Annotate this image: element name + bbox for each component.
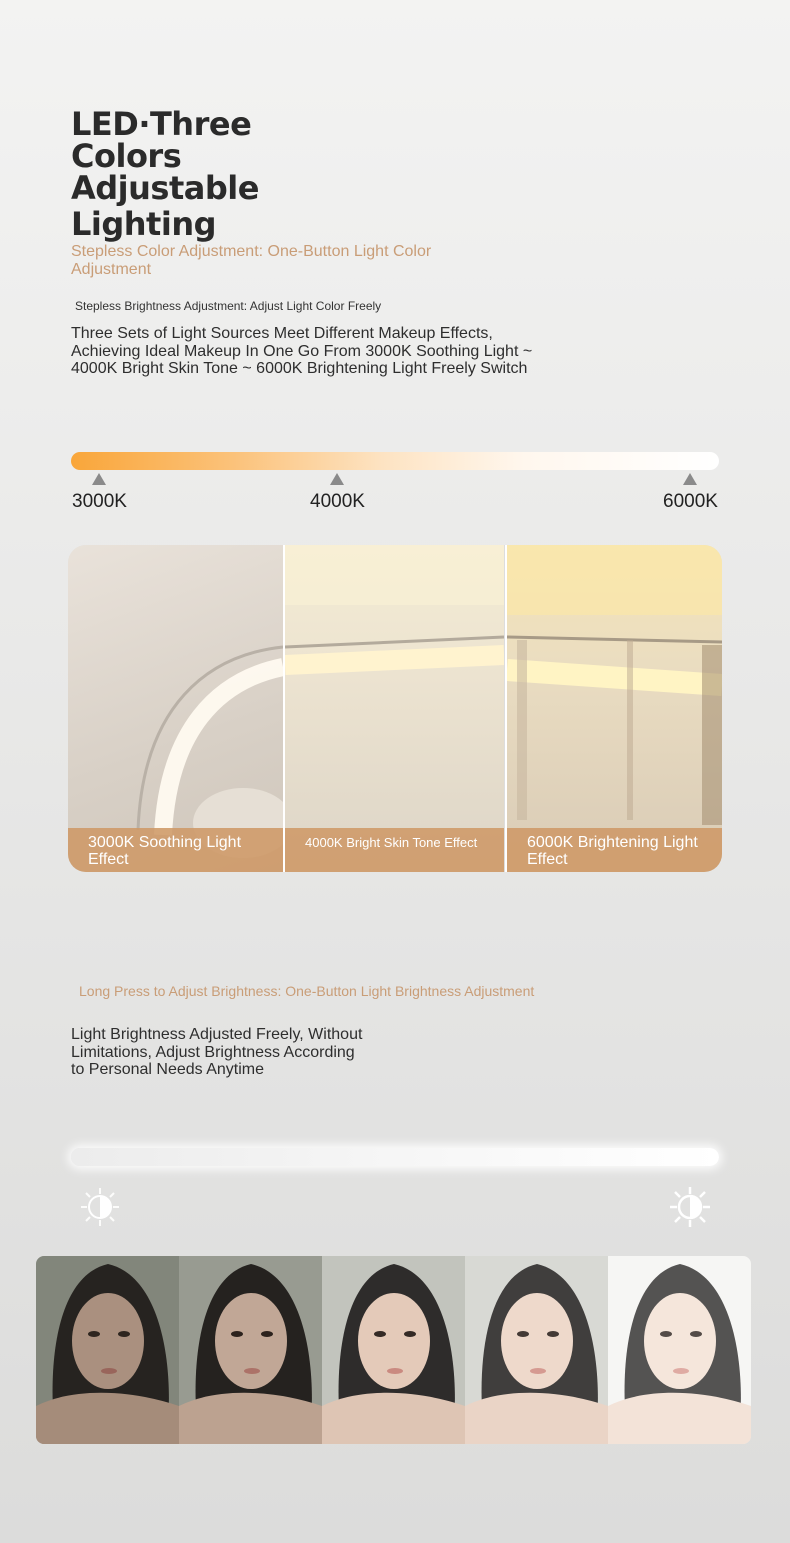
marker-3000k-icon [92, 473, 106, 485]
portrait-photo-3 [322, 1256, 465, 1444]
mirror-light-bright [507, 545, 722, 872]
caption-6000k: 6000K Brightening Light Effect [507, 828, 722, 872]
mirror-light-neutral [285, 545, 504, 872]
panel-divider [505, 545, 507, 872]
caption-4000k: 4000K Bright Skin Tone Effect [285, 828, 504, 872]
kelvin-label-4000: 4000K [310, 491, 365, 512]
panel-divider [283, 545, 285, 872]
brightness-subtitle: Long Press to Adjust Brightness: One-Button Light Brightness Adjustment [79, 983, 535, 999]
brightness-low-icon [79, 1186, 121, 1228]
portrait-photo-1 [36, 1256, 179, 1444]
title-line-1: LED·Three Colors [71, 105, 252, 175]
brightness-photo-strip [36, 1256, 751, 1444]
brightness-high-icon [669, 1186, 711, 1228]
page-title [71, 105, 371, 243]
caption-3000k: 3000K Soothing Light Effect [68, 828, 283, 872]
portrait-photo-5 [608, 1256, 751, 1444]
kelvin-gradient-bar [71, 452, 719, 470]
color-adjust-subtitle: Stepless Color Adjustment: One-Button Light Color Adjustment [71, 243, 432, 278]
brightness-glow-bar [71, 1148, 719, 1166]
panel-3000k [68, 545, 283, 872]
title-line-3: Lighting [71, 205, 216, 243]
panel-4000k [285, 545, 504, 872]
light-comparison-panel [68, 545, 722, 872]
kelvin-label-6000: 6000K [663, 491, 718, 512]
panel-6000k [507, 545, 722, 872]
brightness-description: Light Brightness Adjusted Freely, Without Limitations, Adjust Brightness According to Personal Needs Anytime [71, 1026, 363, 1078]
portrait-photo-2 [179, 1256, 322, 1444]
title-line-2: Adjustable [71, 169, 259, 207]
portrait-photo-4 [465, 1256, 608, 1444]
marker-4000k-icon [330, 473, 344, 485]
kelvin-label-3000: 3000K [72, 491, 127, 512]
brightness-note: Stepless Brightness Adjustment: Adjust Light Color Freely [75, 299, 382, 313]
color-description: Three Sets of Light Sources Meet Different Makeup Effects, Achieving Ideal Makeup In One Go From 3000K Soothing Light ~ 4000K Bright Skin Tone ~ 6000K Brightening Light Freely Switch [71, 325, 533, 377]
marker-6000k-icon [683, 473, 697, 485]
mirror-arc-warm [68, 545, 283, 872]
